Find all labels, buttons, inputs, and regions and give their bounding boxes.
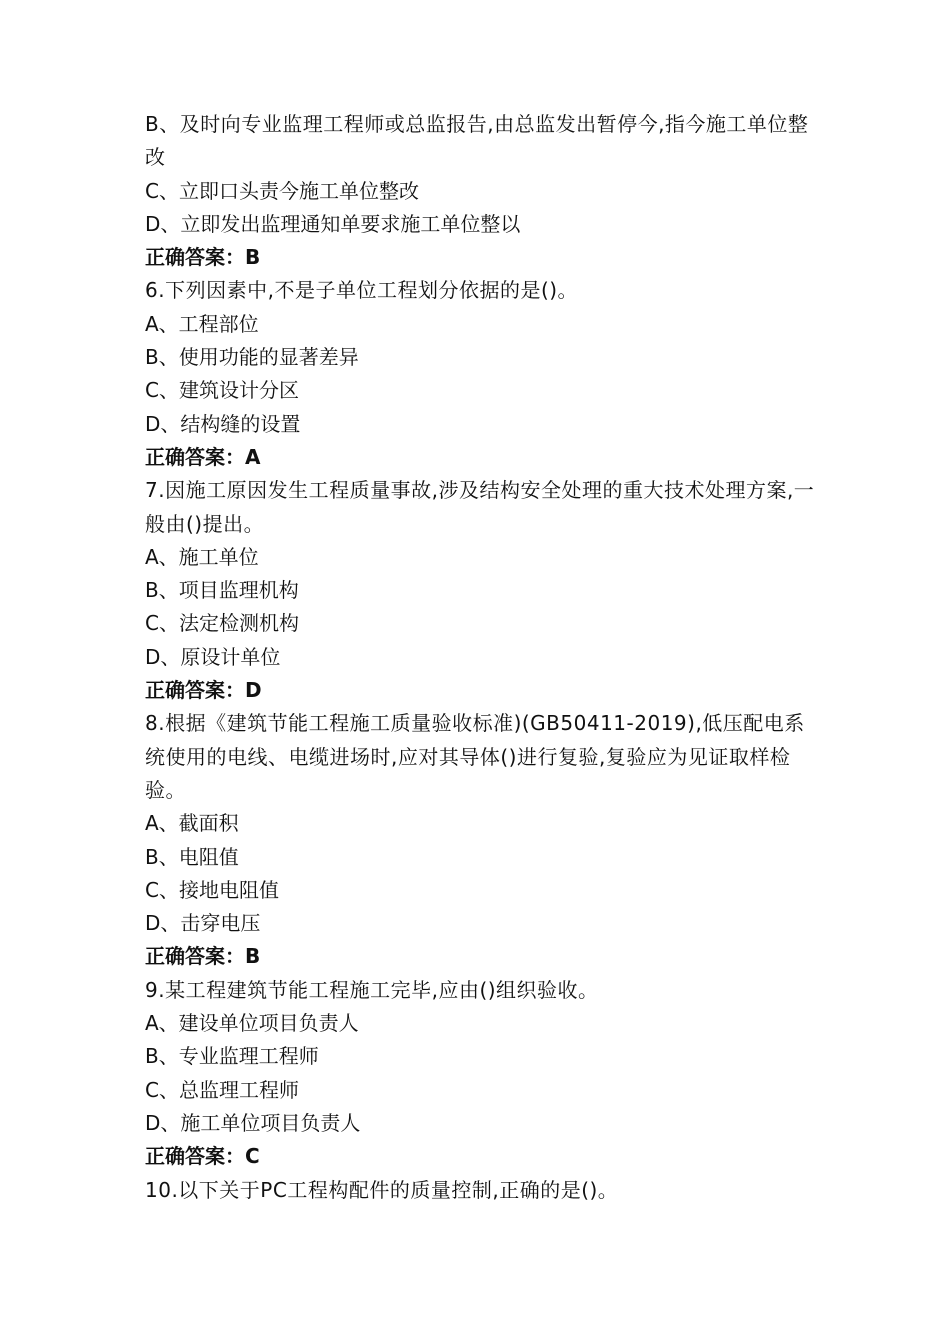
question-9: 9.某工程建筑节能工程施工完毕,应由()组织验收。 <box>145 977 599 1002</box>
option-b-q8: B、电阻值 <box>145 844 239 869</box>
option-a-q7: A、施工单位 <box>145 544 259 569</box>
option-d-q8: D、击穿电压 <box>145 911 261 936</box>
document-page <box>145 108 817 1207</box>
option-c-q9: C、总监理工程师 <box>145 1077 299 1102</box>
option-b-q9: B、专业监理工程师 <box>145 1044 319 1069</box>
option-d-q5: D、立即发出监理通知单要求施工单位整以 <box>145 211 521 236</box>
option-d-q9: D、施工单位项目负责人 <box>145 1110 361 1135</box>
option-d-q7: D、原设计单位 <box>145 644 281 669</box>
option-a-q6: A、工程部位 <box>145 311 259 336</box>
answer-q8: 正确答案：B <box>145 944 261 969</box>
answer-q5: 正确答案：B <box>145 245 261 270</box>
question-8: 8.根据《建筑节能工程施工质量验收标准)(GB50411-2019),低压配电系统使用的电线、电缆进场时,应对其导体()进行复验,复验应为见证取样检验。 <box>145 711 805 802</box>
option-c-q6: C、建筑设计分区 <box>145 378 299 403</box>
answer-q6: 正确答案：A <box>145 444 261 469</box>
option-c-q8: C、接地电阻值 <box>145 877 279 902</box>
question-7: 7.因施工原因发生工程质量事故,涉及结构安全处理的重大技术处理方案,一般由()提出。 <box>145 478 815 536</box>
question-10: 10.以下关于PC工程构配件的质量控制,正确的是()。 <box>145 1177 619 1202</box>
option-a-q9: A、建设单位项目负责人 <box>145 1011 359 1036</box>
option-c-q7: C、法定检测机构 <box>145 611 299 636</box>
answer-q7: 正确答案：D <box>145 678 262 703</box>
option-b-q5: B、及时向专业监理工程师或总监报告,由总监发出暂停今,指今施工单位整改 <box>145 112 809 170</box>
option-b-q7: B、项目监理机构 <box>145 578 299 603</box>
answer-q9: 正确答案：C <box>145 1144 260 1169</box>
option-b-q6: B、使用功能的显著差异 <box>145 345 359 370</box>
option-a-q8: A、截面积 <box>145 811 239 836</box>
question-6: 6.下列因素中,不是子单位工程划分依据的是()。 <box>145 278 579 303</box>
option-c-q5: C、立即口头责今施工单位整改 <box>145 178 419 203</box>
option-d-q6: D、结构缝的设置 <box>145 411 301 436</box>
